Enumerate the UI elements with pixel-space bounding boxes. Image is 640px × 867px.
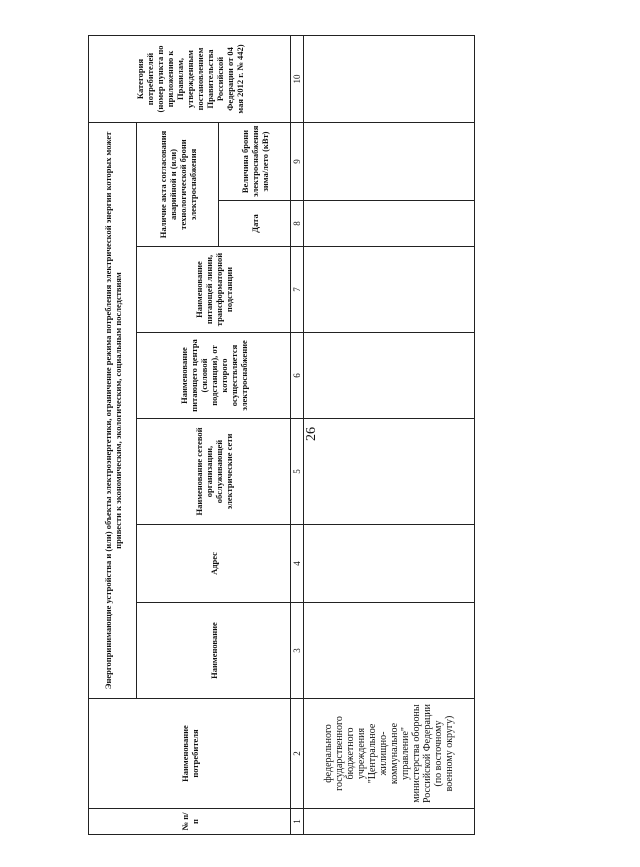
table-row [304, 36, 475, 835]
header-date: Дата [219, 201, 291, 247]
page-number: 26 [304, 427, 319, 441]
index-cell: 4 [291, 525, 304, 603]
header-reserve: Величина брони электроснабжения зима/лето (кВт) [219, 123, 291, 201]
header-network-org: Наименование сетевой организации, обслуживающей электрические сети [137, 419, 291, 525]
header-group-title: Энергопринимающие устройства и (или) объекты электроэнергетики, ограничение режима потребления электрической энергии которых может привести к экономическим, экологическим, социальным последствиям [89, 123, 137, 699]
row-supply-center-cell [304, 333, 475, 419]
row-feeder-cell [304, 247, 475, 333]
header-address: Адрес [137, 525, 291, 603]
index-cell: 7 [291, 247, 304, 333]
index-cell: 1 [291, 809, 304, 835]
index-cell: 3 [291, 603, 304, 699]
index-cell: 8 [291, 201, 304, 247]
header-supply-center: Наименование питающего центра (силовой подстанции), от которого осуществляется электроснабжение [137, 333, 291, 419]
row-number [304, 809, 475, 835]
row-date-cell [304, 201, 475, 247]
index-cell: 9 [291, 123, 304, 201]
index-cell: 5 [291, 419, 304, 525]
rotated-table-container [88, 36, 475, 835]
index-cell: 2 [291, 699, 304, 809]
header-feeder: Наименование питающей линии, трансформаторной подстанции [137, 247, 291, 333]
index-cell: 10 [291, 36, 304, 123]
index-cell: 6 [291, 333, 304, 419]
row-category-cell [304, 36, 475, 123]
row-reserve-cell [304, 123, 475, 201]
header-no: № п/п [89, 809, 291, 835]
header-act-group: Наличие акта согласования аварийной и (или) технологической брони электроснабжения [137, 123, 219, 247]
header-name: Наименование [137, 603, 291, 699]
index-row [291, 36, 304, 835]
row-network-org-cell [304, 419, 475, 525]
row-address-cell [304, 525, 475, 603]
row-consumer: федерального государственного бюджетного учреждения "Центральное жилищно-коммунальное управление" министерства обороны Российской Федерации (по восточному военному округу) [304, 699, 475, 809]
header-category: Категория потребителей (номер пункта по приложению к Правилам, утвержденным постановлением Правительства Российской Федерации от 04 мая 2012 г. № 442) [89, 36, 291, 123]
consumer-table [88, 35, 475, 835]
row-name-cell [304, 603, 475, 699]
header-consumer-name: Наименование потребителя [89, 699, 291, 809]
